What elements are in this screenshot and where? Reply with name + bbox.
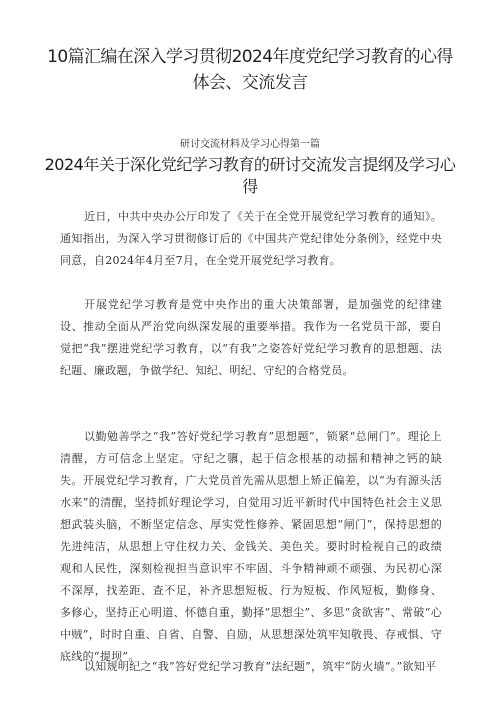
body-paragraph: 以勤勉善学之“我”答好党纪学习教育”思想题”，锁紧“总闸门”。理论上清醒，方可信念上坚定。守纪之隳，起于信念根基的动摇和精神之钙的缺失。开展党纪学习教育，广大党员首先需从思想上矫正偏差，以“为有源头活水来”的清醒，坚持抓好理论学习，自觉用习近平新时代中国特色社会主义思想武装头脑，不断坚定信念、厚实党性修养、紧固思想“闸门”，保持思想的先进纯洁，从思想上守住权力关、金钱关、美色关。要时时检视自己的政绩观和人民性，深刻检视担当意识牢不牢固、斗争精神顽不顽强、为民初心深不深厚，找差距、查不足，补齐思想短板、行为短板、作风短板，勤修身、多修心，坚持正心明道、怀德自重，勤择“思想尘”、多思“贪欲害”、常破“心中贼”，时时自重、自省、自警、自励，从思想深处筑牢知敬畏、存戒惧、守底线的“提坝”。 [60,430,442,663]
body-paragraph: 近日，中共中央办公厅印发了《关于在全党开展党纪学习教育的通知》。通知指出，为深入学习贯彻修订后的《中国共产党纪律处分条例》，经党中央同意，自2024年4月至7月，在全党开展党纪学习教育。 [60,210,442,267]
main-title: 10篇汇编在深入学习贯彻2024年度党纪学习教育的心得体会、交流发言 [47,47,453,93]
article-title: 2024年关于深化党纪学习教育的研讨交流发言提纲及学习心得 [44,155,456,196]
section-subheading: 研讨交流材料及学习心得第一篇 [180,139,320,150]
body-paragraph: 以知规明纪之“我”答好党纪学习教育”法纪题”，筑牢“防火墙”。”欲知平 [84,660,437,673]
body-paragraph: 开展党纪学习教育是党中央作出的重大决策部署，是加强党的纪律建设、推动全面从严治党向纵深发展的重要举措。我作为一名党员干部，要自觉把“我”摆进党纪学习教育，以“有我”之姿答好党纪学习教育的思想题、法纪题、廉政题，争做学纪、知纪、明纪、守纪的合格党员。 [60,298,442,377]
